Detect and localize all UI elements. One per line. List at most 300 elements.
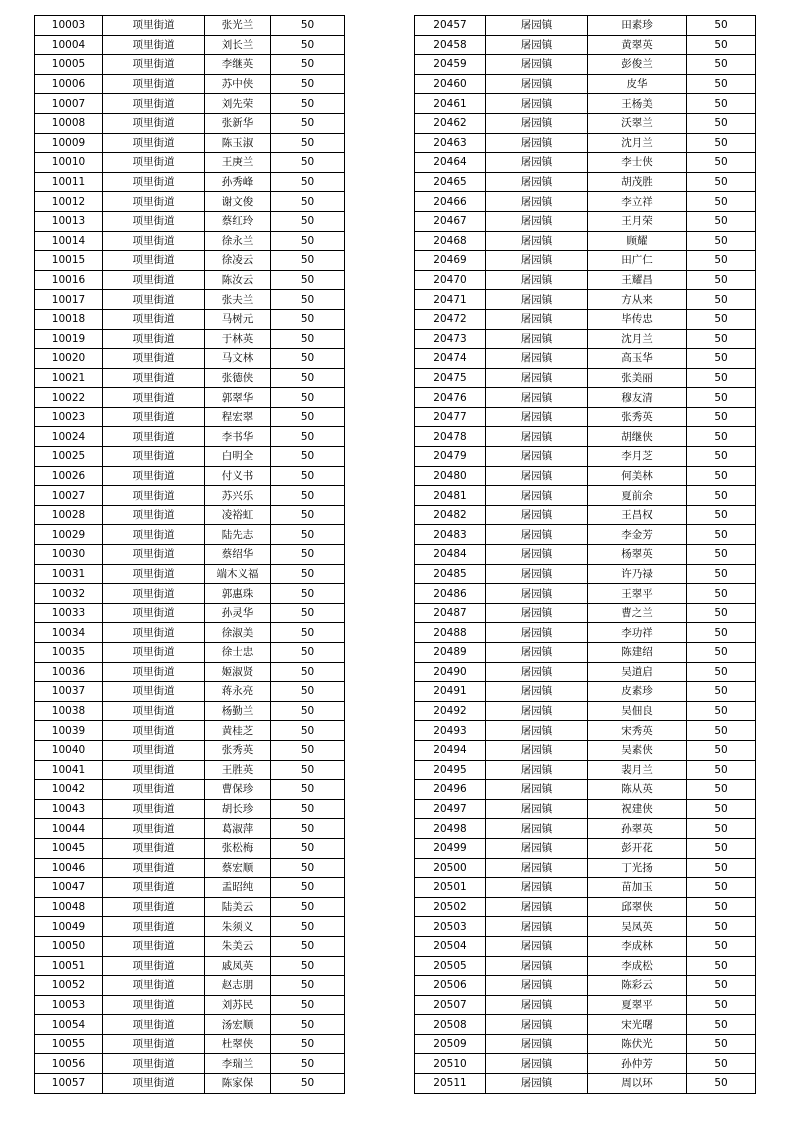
table-row [415, 486, 756, 506]
table-row [415, 309, 756, 329]
amount-cell: 50 [271, 956, 345, 976]
district-cell: 项里街道 [103, 799, 205, 819]
amount-cell: 50 [687, 721, 756, 741]
amount-cell: 50 [687, 486, 756, 506]
id-cell: 10042 [35, 780, 103, 800]
name-cell: 张秀英 [588, 407, 687, 427]
id-cell: 10032 [35, 584, 103, 604]
table-row [415, 388, 756, 408]
table-row [415, 603, 756, 623]
id-cell: 20472 [415, 309, 486, 329]
amount-cell: 50 [687, 55, 756, 75]
district-cell: 屠园镇 [486, 133, 588, 153]
name-cell: 宋秀英 [588, 721, 687, 741]
name-cell: 陈家保 [205, 1074, 271, 1094]
district-cell: 项里街道 [103, 584, 205, 604]
id-cell: 10012 [35, 192, 103, 212]
amount-cell: 50 [687, 368, 756, 388]
amount-cell: 50 [687, 211, 756, 231]
table-row [415, 172, 756, 192]
amount-cell: 50 [687, 251, 756, 271]
table-row [415, 897, 756, 917]
table-row [415, 251, 756, 271]
table-row [415, 760, 756, 780]
table-row [35, 564, 345, 584]
name-cell: 高玉华 [588, 349, 687, 369]
name-cell: 夏翠平 [588, 995, 687, 1015]
amount-cell: 50 [271, 643, 345, 663]
amount-cell: 50 [271, 368, 345, 388]
name-cell: 李功祥 [588, 623, 687, 643]
table-row [35, 466, 345, 486]
name-cell: 吴道启 [588, 662, 687, 682]
table-row [35, 956, 345, 976]
table-row [415, 564, 756, 584]
name-cell: 张夫兰 [205, 290, 271, 310]
table-row [35, 584, 345, 604]
table-row [35, 1054, 345, 1074]
amount-cell: 50 [687, 740, 756, 760]
name-cell: 孙翠英 [588, 819, 687, 839]
id-cell: 20473 [415, 329, 486, 349]
amount-cell: 50 [687, 407, 756, 427]
amount-cell: 50 [687, 780, 756, 800]
name-cell: 付义书 [205, 466, 271, 486]
table-row [415, 662, 756, 682]
name-cell: 许乃禄 [588, 564, 687, 584]
id-cell: 20488 [415, 623, 486, 643]
id-cell: 20486 [415, 584, 486, 604]
name-cell: 夏前余 [588, 486, 687, 506]
name-cell: 蒋永亮 [205, 682, 271, 702]
table-row [415, 231, 756, 251]
district-cell: 项里街道 [103, 192, 205, 212]
district-cell: 屠园镇 [486, 192, 588, 212]
district-cell: 屠园镇 [486, 740, 588, 760]
id-cell: 20487 [415, 603, 486, 623]
table-row [35, 133, 345, 153]
id-cell: 20494 [415, 740, 486, 760]
id-cell: 20475 [415, 368, 486, 388]
table-row [415, 1054, 756, 1074]
district-cell: 屠园镇 [486, 858, 588, 878]
amount-cell: 50 [687, 858, 756, 878]
name-cell: 王月荣 [588, 211, 687, 231]
amount-cell: 50 [687, 760, 756, 780]
name-cell: 王庚兰 [205, 153, 271, 173]
name-cell: 徐淑美 [205, 623, 271, 643]
district-cell: 屠园镇 [486, 466, 588, 486]
name-cell: 张光兰 [205, 16, 271, 36]
district-cell: 项里街道 [103, 447, 205, 467]
district-cell: 项里街道 [103, 545, 205, 565]
table-row [35, 760, 345, 780]
name-cell: 沃翠兰 [588, 113, 687, 133]
amount-cell: 50 [271, 153, 345, 173]
table-row [35, 427, 345, 447]
amount-cell: 50 [687, 309, 756, 329]
name-cell: 汤宏顺 [205, 1015, 271, 1035]
name-cell: 李金芳 [588, 525, 687, 545]
name-cell: 曹保珍 [205, 780, 271, 800]
table-row [415, 858, 756, 878]
amount-cell: 50 [271, 623, 345, 643]
district-cell: 屠园镇 [486, 976, 588, 996]
name-cell: 陈彩云 [588, 976, 687, 996]
district-cell: 屠园镇 [486, 838, 588, 858]
name-cell: 裴月兰 [588, 760, 687, 780]
district-cell: 项里街道 [103, 662, 205, 682]
id-cell: 20464 [415, 153, 486, 173]
name-cell: 蔡绍华 [205, 545, 271, 565]
amount-cell: 50 [271, 329, 345, 349]
id-cell: 10017 [35, 290, 103, 310]
table-row [415, 1034, 756, 1054]
amount-cell: 50 [687, 799, 756, 819]
amount-cell: 50 [687, 427, 756, 447]
name-cell: 田素珍 [588, 16, 687, 36]
name-cell: 葛淑萍 [205, 819, 271, 839]
name-cell: 王胜英 [205, 760, 271, 780]
table-row [415, 505, 756, 525]
name-cell: 邱翠侠 [588, 897, 687, 917]
table-row [35, 701, 345, 721]
table-row [415, 74, 756, 94]
right-roster-body [415, 16, 756, 1094]
name-cell: 周以环 [588, 1074, 687, 1094]
name-cell: 毕传忠 [588, 309, 687, 329]
table-row [35, 113, 345, 133]
table-row [415, 917, 756, 937]
district-cell: 屠园镇 [486, 525, 588, 545]
amount-cell: 50 [271, 545, 345, 565]
id-cell: 10029 [35, 525, 103, 545]
amount-cell: 50 [687, 16, 756, 36]
id-cell: 20497 [415, 799, 486, 819]
id-cell: 20463 [415, 133, 486, 153]
name-cell: 孙灵华 [205, 603, 271, 623]
name-cell: 吴佃良 [588, 701, 687, 721]
amount-cell: 50 [687, 388, 756, 408]
amount-cell: 50 [271, 211, 345, 231]
amount-cell: 50 [687, 505, 756, 525]
table-row [35, 1034, 345, 1054]
amount-cell: 50 [271, 407, 345, 427]
id-cell: 10018 [35, 309, 103, 329]
table-row [35, 16, 345, 36]
name-cell: 盂昭纯 [205, 878, 271, 898]
district-cell: 屠园镇 [486, 231, 588, 251]
table-row [35, 740, 345, 760]
amount-cell: 50 [271, 55, 345, 75]
id-cell: 20493 [415, 721, 486, 741]
id-cell: 10010 [35, 153, 103, 173]
id-cell: 20501 [415, 878, 486, 898]
name-cell: 方从来 [588, 290, 687, 310]
amount-cell: 50 [687, 976, 756, 996]
district-cell: 屠园镇 [486, 94, 588, 114]
amount-cell: 50 [687, 603, 756, 623]
table-row [35, 721, 345, 741]
name-cell: 宋光曙 [588, 1015, 687, 1035]
amount-cell: 50 [687, 662, 756, 682]
id-cell: 10057 [35, 1074, 103, 1094]
name-cell: 刘先荣 [205, 94, 271, 114]
amount-cell: 50 [271, 584, 345, 604]
name-cell: 张美丽 [588, 368, 687, 388]
district-cell: 屠园镇 [486, 1034, 588, 1054]
id-cell: 20491 [415, 682, 486, 702]
amount-cell: 50 [271, 1015, 345, 1035]
amount-cell: 50 [687, 1054, 756, 1074]
amount-cell: 50 [687, 1074, 756, 1094]
district-cell: 项里街道 [103, 153, 205, 173]
table-row [415, 329, 756, 349]
table-row [35, 1015, 345, 1035]
amount-cell: 50 [271, 603, 345, 623]
district-cell: 项里街道 [103, 858, 205, 878]
name-cell: 何美林 [588, 466, 687, 486]
amount-cell: 50 [271, 290, 345, 310]
id-cell: 10049 [35, 917, 103, 937]
id-cell: 20467 [415, 211, 486, 231]
name-cell: 苏兴乐 [205, 486, 271, 506]
name-cell: 于林英 [205, 329, 271, 349]
id-cell: 20481 [415, 486, 486, 506]
amount-cell: 50 [687, 917, 756, 937]
table-row [415, 584, 756, 604]
name-cell: 戚凤英 [205, 956, 271, 976]
table-row [35, 447, 345, 467]
amount-cell: 50 [687, 133, 756, 153]
amount-cell: 50 [271, 701, 345, 721]
table-row [415, 976, 756, 996]
district-cell: 屠园镇 [486, 917, 588, 937]
id-cell: 10034 [35, 623, 103, 643]
name-cell: 徐士忠 [205, 643, 271, 663]
amount-cell: 50 [271, 740, 345, 760]
amount-cell: 50 [271, 74, 345, 94]
district-cell: 项里街道 [103, 94, 205, 114]
district-cell: 屠园镇 [486, 721, 588, 741]
amount-cell: 50 [271, 897, 345, 917]
district-cell: 屠园镇 [486, 55, 588, 75]
table-row [415, 682, 756, 702]
amount-cell: 50 [271, 270, 345, 290]
district-cell: 项里街道 [103, 309, 205, 329]
amount-cell: 50 [271, 799, 345, 819]
table-row [35, 55, 345, 75]
amount-cell: 50 [271, 780, 345, 800]
id-cell: 10046 [35, 858, 103, 878]
district-cell: 项里街道 [103, 231, 205, 251]
name-cell: 陈汝云 [205, 270, 271, 290]
table-row [415, 740, 756, 760]
table-row [35, 270, 345, 290]
table-row [35, 251, 345, 271]
amount-cell: 50 [271, 936, 345, 956]
district-cell: 屠园镇 [486, 309, 588, 329]
table-row [415, 838, 756, 858]
name-cell: 祝建侠 [588, 799, 687, 819]
district-cell: 项里街道 [103, 525, 205, 545]
name-cell: 李成林 [588, 936, 687, 956]
amount-cell: 50 [687, 349, 756, 369]
amount-cell: 50 [687, 290, 756, 310]
amount-cell: 50 [687, 643, 756, 663]
amount-cell: 50 [271, 172, 345, 192]
id-cell: 20511 [415, 1074, 486, 1094]
district-cell: 项里街道 [103, 995, 205, 1015]
name-cell: 陆先志 [205, 525, 271, 545]
id-cell: 10033 [35, 603, 103, 623]
district-cell: 屠园镇 [486, 799, 588, 819]
id-cell: 20508 [415, 1015, 486, 1035]
district-cell: 屠园镇 [486, 349, 588, 369]
name-cell: 李瑞兰 [205, 1054, 271, 1074]
name-cell: 张松梅 [205, 838, 271, 858]
name-cell: 胡继侠 [588, 427, 687, 447]
district-cell: 屠园镇 [486, 211, 588, 231]
id-cell: 20458 [415, 35, 486, 55]
table-row [415, 466, 756, 486]
id-cell: 10045 [35, 838, 103, 858]
name-cell: 凌裕虹 [205, 505, 271, 525]
id-cell: 20466 [415, 192, 486, 212]
id-cell: 20483 [415, 525, 486, 545]
amount-cell: 50 [687, 525, 756, 545]
district-cell: 屠园镇 [486, 388, 588, 408]
name-cell: 端木义福 [205, 564, 271, 584]
table-row [35, 780, 345, 800]
name-cell: 徐永兰 [205, 231, 271, 251]
table-row [415, 956, 756, 976]
id-cell: 10004 [35, 35, 103, 55]
amount-cell: 50 [271, 192, 345, 212]
name-cell: 杜翠侠 [205, 1034, 271, 1054]
district-cell: 屠园镇 [486, 936, 588, 956]
id-cell: 10041 [35, 760, 103, 780]
name-cell: 陈玉淑 [205, 133, 271, 153]
table-row [35, 838, 345, 858]
name-cell: 胡长珍 [205, 799, 271, 819]
id-cell: 10030 [35, 545, 103, 565]
table-row [35, 995, 345, 1015]
name-cell: 程宏翠 [205, 407, 271, 427]
amount-cell: 50 [271, 447, 345, 467]
district-cell: 屠园镇 [486, 251, 588, 271]
amount-cell: 50 [687, 701, 756, 721]
id-cell: 10020 [35, 349, 103, 369]
id-cell: 20460 [415, 74, 486, 94]
id-cell: 10031 [35, 564, 103, 584]
name-cell: 王杨美 [588, 94, 687, 114]
id-cell: 10011 [35, 172, 103, 192]
id-cell: 20474 [415, 349, 486, 369]
district-cell: 项里街道 [103, 917, 205, 937]
right-roster-table [414, 15, 756, 1094]
amount-cell: 50 [271, 251, 345, 271]
district-cell: 项里街道 [103, 936, 205, 956]
table-row [35, 858, 345, 878]
id-cell: 10005 [35, 55, 103, 75]
amount-cell: 50 [271, 505, 345, 525]
name-cell: 彭俊兰 [588, 55, 687, 75]
name-cell: 陈伏光 [588, 1034, 687, 1054]
amount-cell: 50 [687, 153, 756, 173]
id-cell: 20476 [415, 388, 486, 408]
name-cell: 穆友清 [588, 388, 687, 408]
name-cell: 李继英 [205, 55, 271, 75]
district-cell: 项里街道 [103, 113, 205, 133]
district-cell: 屠园镇 [486, 427, 588, 447]
id-cell: 10025 [35, 447, 103, 467]
amount-cell: 50 [271, 1034, 345, 1054]
table-row [35, 309, 345, 329]
table-row [415, 545, 756, 565]
amount-cell: 50 [271, 721, 345, 741]
table-row [35, 545, 345, 565]
id-cell: 20507 [415, 995, 486, 1015]
district-cell: 屠园镇 [486, 113, 588, 133]
id-cell: 10006 [35, 74, 103, 94]
id-cell: 20489 [415, 643, 486, 663]
district-cell: 项里街道 [103, 721, 205, 741]
name-cell: 郭翠华 [205, 388, 271, 408]
name-cell: 蔡红玲 [205, 211, 271, 231]
id-cell: 20479 [415, 447, 486, 467]
amount-cell: 50 [687, 623, 756, 643]
amount-cell: 50 [271, 682, 345, 702]
amount-cell: 50 [271, 486, 345, 506]
amount-cell: 50 [271, 1054, 345, 1074]
id-cell: 10036 [35, 662, 103, 682]
district-cell: 项里街道 [103, 819, 205, 839]
amount-cell: 50 [687, 956, 756, 976]
table-row [35, 662, 345, 682]
id-cell: 10039 [35, 721, 103, 741]
district-cell: 项里街道 [103, 407, 205, 427]
district-cell: 项里街道 [103, 211, 205, 231]
table-row [415, 721, 756, 741]
name-cell: 沈月兰 [588, 329, 687, 349]
name-cell: 蔡宏顺 [205, 858, 271, 878]
id-cell: 20482 [415, 505, 486, 525]
district-cell: 项里街道 [103, 701, 205, 721]
amount-cell: 50 [271, 760, 345, 780]
district-cell: 屠园镇 [486, 35, 588, 55]
amount-cell: 50 [687, 819, 756, 839]
table-row [35, 74, 345, 94]
name-cell: 孙仲芳 [588, 1054, 687, 1074]
name-cell: 皮素珍 [588, 682, 687, 702]
id-cell: 10048 [35, 897, 103, 917]
district-cell: 项里街道 [103, 329, 205, 349]
table-row [415, 936, 756, 956]
table-row [35, 623, 345, 643]
amount-cell: 50 [687, 584, 756, 604]
name-cell: 陈建绍 [588, 643, 687, 663]
name-cell: 张新华 [205, 113, 271, 133]
id-cell: 10008 [35, 113, 103, 133]
district-cell: 屠园镇 [486, 780, 588, 800]
id-cell: 10044 [35, 819, 103, 839]
id-cell: 20477 [415, 407, 486, 427]
name-cell: 白明全 [205, 447, 271, 467]
district-cell: 屠园镇 [486, 172, 588, 192]
amount-cell: 50 [687, 74, 756, 94]
amount-cell: 50 [271, 231, 345, 251]
